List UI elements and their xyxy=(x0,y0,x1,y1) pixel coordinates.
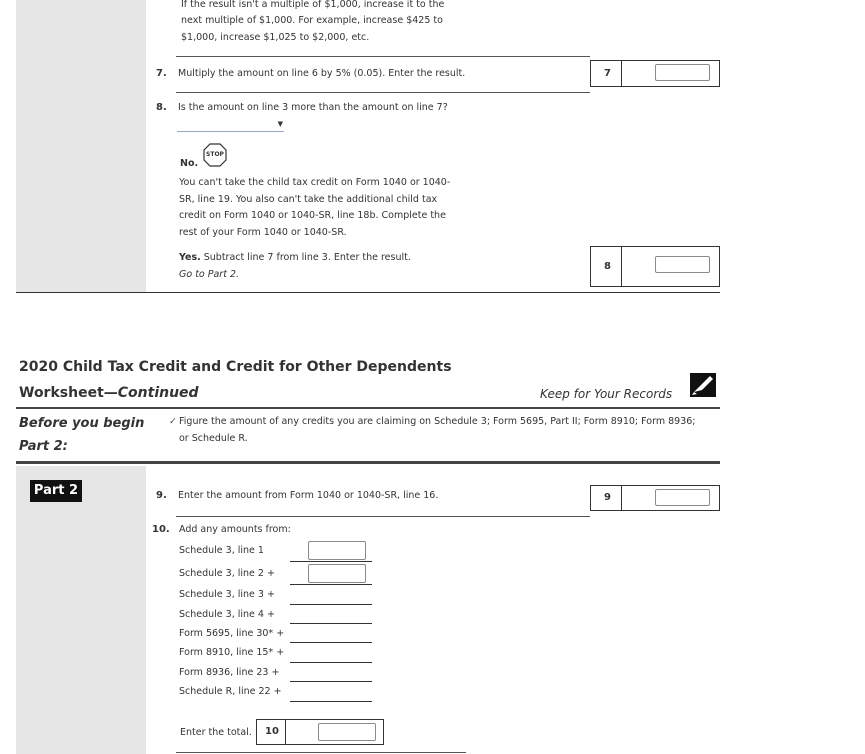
part2-label: Part 2: xyxy=(19,439,68,454)
subtitle-italic: Continued xyxy=(117,385,199,401)
divider xyxy=(176,516,590,517)
keep-for-records: Keep for Your Records xyxy=(540,387,673,401)
goto-part2-text: Go to Part 2. xyxy=(179,269,240,280)
stop-sign-label: STOP xyxy=(206,151,224,158)
line8-text: Is the amount on line 3 more than the amount on line 7? xyxy=(178,102,448,113)
intro-line-1: If the result isn't a multiple of $1,000, increase it to the xyxy=(181,0,445,10)
part1-gray-column xyxy=(16,0,146,292)
schedule3-line3-blank xyxy=(290,604,372,605)
schedule3-line2-input[interactable] xyxy=(308,564,366,583)
divider xyxy=(176,56,590,57)
yes-text: Subtract line 7 from line 3. Enter the result. xyxy=(203,252,411,263)
line8-amount-input[interactable] xyxy=(655,256,710,273)
line10-item: Form 8910, line 15* + xyxy=(179,647,285,658)
line8-box-label: 8 xyxy=(604,261,611,272)
divider xyxy=(285,720,286,744)
schedule3-line1-input[interactable] xyxy=(308,541,366,560)
intro-line-2: next multiple of $1,000. For example, increase $425 to xyxy=(181,15,443,26)
divider xyxy=(176,752,466,753)
line10-box-label: 10 xyxy=(265,726,279,737)
no-text-line-2: SR, line 19. You also can't take the additional child tax xyxy=(179,194,438,205)
no-label: No. xyxy=(180,158,199,169)
form8910-line15-blank xyxy=(290,662,372,663)
line7-amount-input[interactable] xyxy=(655,64,710,81)
divider xyxy=(290,584,372,585)
divider xyxy=(290,561,372,562)
line10-item: Form 5695, line 30* + xyxy=(179,628,285,639)
form8936-line23-blank xyxy=(290,681,372,682)
worksheet-subtitle xyxy=(19,385,199,401)
line9-box-label: 9 xyxy=(604,492,611,503)
form5695-line30-blank xyxy=(290,642,372,643)
scheduleR-line22-blank xyxy=(290,701,372,702)
before-line-2: or Schedule R. xyxy=(179,433,248,444)
no-text-line-3: credit on Form 1040 or 1040-SR, line 18b. Complete the xyxy=(179,210,446,221)
header-divider xyxy=(16,407,720,409)
line9-amount-input[interactable] xyxy=(655,489,710,506)
line10-item: Form 8936, line 23 + xyxy=(179,667,280,678)
intro-line-3: $1,000, increase $1,025 to $2,000, etc. xyxy=(181,32,370,43)
divider xyxy=(621,61,622,86)
line10-item: Schedule R, line 22 + xyxy=(179,686,282,697)
part1-bottom-divider xyxy=(16,292,720,293)
divider xyxy=(621,486,622,510)
line10-item: Schedule 3, line 1 xyxy=(179,545,264,556)
schedule3-line4-blank xyxy=(290,623,372,624)
before-line-1: Figure the amount of any credits you are claiming on Schedule 3; Form 5695, Part II; Form 8910; Form 8936; xyxy=(179,416,696,427)
yes-row xyxy=(179,249,411,266)
before-you-begin-label: Before you begin xyxy=(19,416,145,431)
divider xyxy=(176,92,590,93)
line7-box-label: 7 xyxy=(604,68,611,79)
before-divider xyxy=(16,461,720,464)
subtitle-bold: Worksheet— xyxy=(19,385,118,401)
line7-text: Multiply the amount on line 6 by 5% (0.05). Enter the result. xyxy=(178,68,466,79)
line8-number: 8. xyxy=(156,102,167,113)
part2-gray-column xyxy=(16,466,146,754)
line7-number: 7. xyxy=(156,68,167,79)
pencil-icon xyxy=(690,373,716,397)
chevron-down-icon: ▼ xyxy=(277,120,283,128)
check-icon: ✓ xyxy=(169,416,177,427)
divider xyxy=(621,247,622,286)
line10-text: Add any amounts from: xyxy=(179,524,291,535)
line10-total-input[interactable] xyxy=(318,723,376,741)
line9-text: Enter the amount from Form 1040 or 1040-SR, line 16. xyxy=(178,490,439,501)
line10-item: Schedule 3, line 2 + xyxy=(179,568,275,579)
line10-item: Schedule 3, line 3 + xyxy=(179,589,275,600)
enter-total-text: Enter the total. xyxy=(180,727,252,738)
line9-number: 9. xyxy=(156,490,167,501)
line10-number: 10. xyxy=(152,524,170,535)
part2-badge: Part 2 xyxy=(30,480,82,502)
line8-answer-select[interactable] xyxy=(177,118,284,132)
line10-item: Schedule 3, line 4 + xyxy=(179,609,275,620)
no-text-line-4: rest of your Form 1040 or 1040-SR. xyxy=(179,227,347,238)
yes-label: Yes. xyxy=(179,252,201,263)
no-text-line-1: You can't take the child tax credit on Form 1040 or 1040- xyxy=(179,177,451,188)
worksheet-title: 2020 Child Tax Credit and Credit for Other Dependents xyxy=(19,359,452,375)
